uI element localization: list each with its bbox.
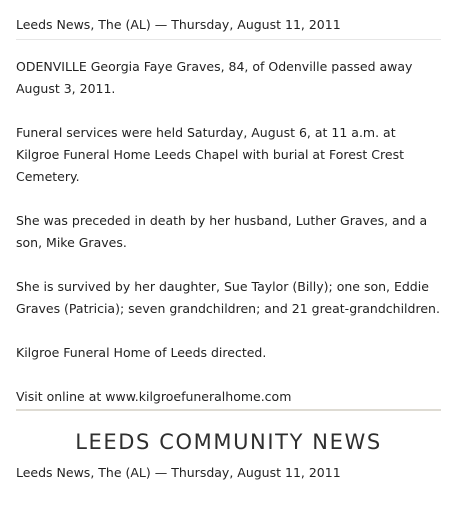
- article-paragraph: Visit online at www.kilgroefuneralhome.com: [16, 389, 292, 404]
- article-paragraph: Funeral services were held Saturday, August 6, at 11 a.m. at Kilgroe Funeral Home Leeds Chapel with burial at Forest Crest Cemetery.: [16, 125, 404, 184]
- article-paragraph: Kilgroe Funeral Home of Leeds directed.: [16, 345, 267, 360]
- section-divider: [16, 409, 441, 411]
- dateline: Leeds News, The (AL) — Thursday, August 11, 2011: [16, 17, 341, 32]
- article-paragraph: ODENVILLE Georgia Faye Graves, 84, of Odenville passed away August 3, 2011.: [16, 59, 413, 96]
- article-paragraph: She was preceded in death by her husband, Luther Graves, and a son, Mike Graves.: [16, 213, 428, 250]
- article-body: [16, 56, 441, 430]
- section-dateline: Leeds News, The (AL) — Thursday, August 11, 2011: [16, 465, 341, 480]
- section-title: LEEDS COMMUNITY NEWS: [75, 430, 382, 454]
- article-paragraph: She is survived by her daughter, Sue Taylor (Billy); one son, Eddie Graves (Patricia); seven grandchildren; and 21 great-grandchildren.: [16, 279, 440, 316]
- divider: [16, 39, 441, 40]
